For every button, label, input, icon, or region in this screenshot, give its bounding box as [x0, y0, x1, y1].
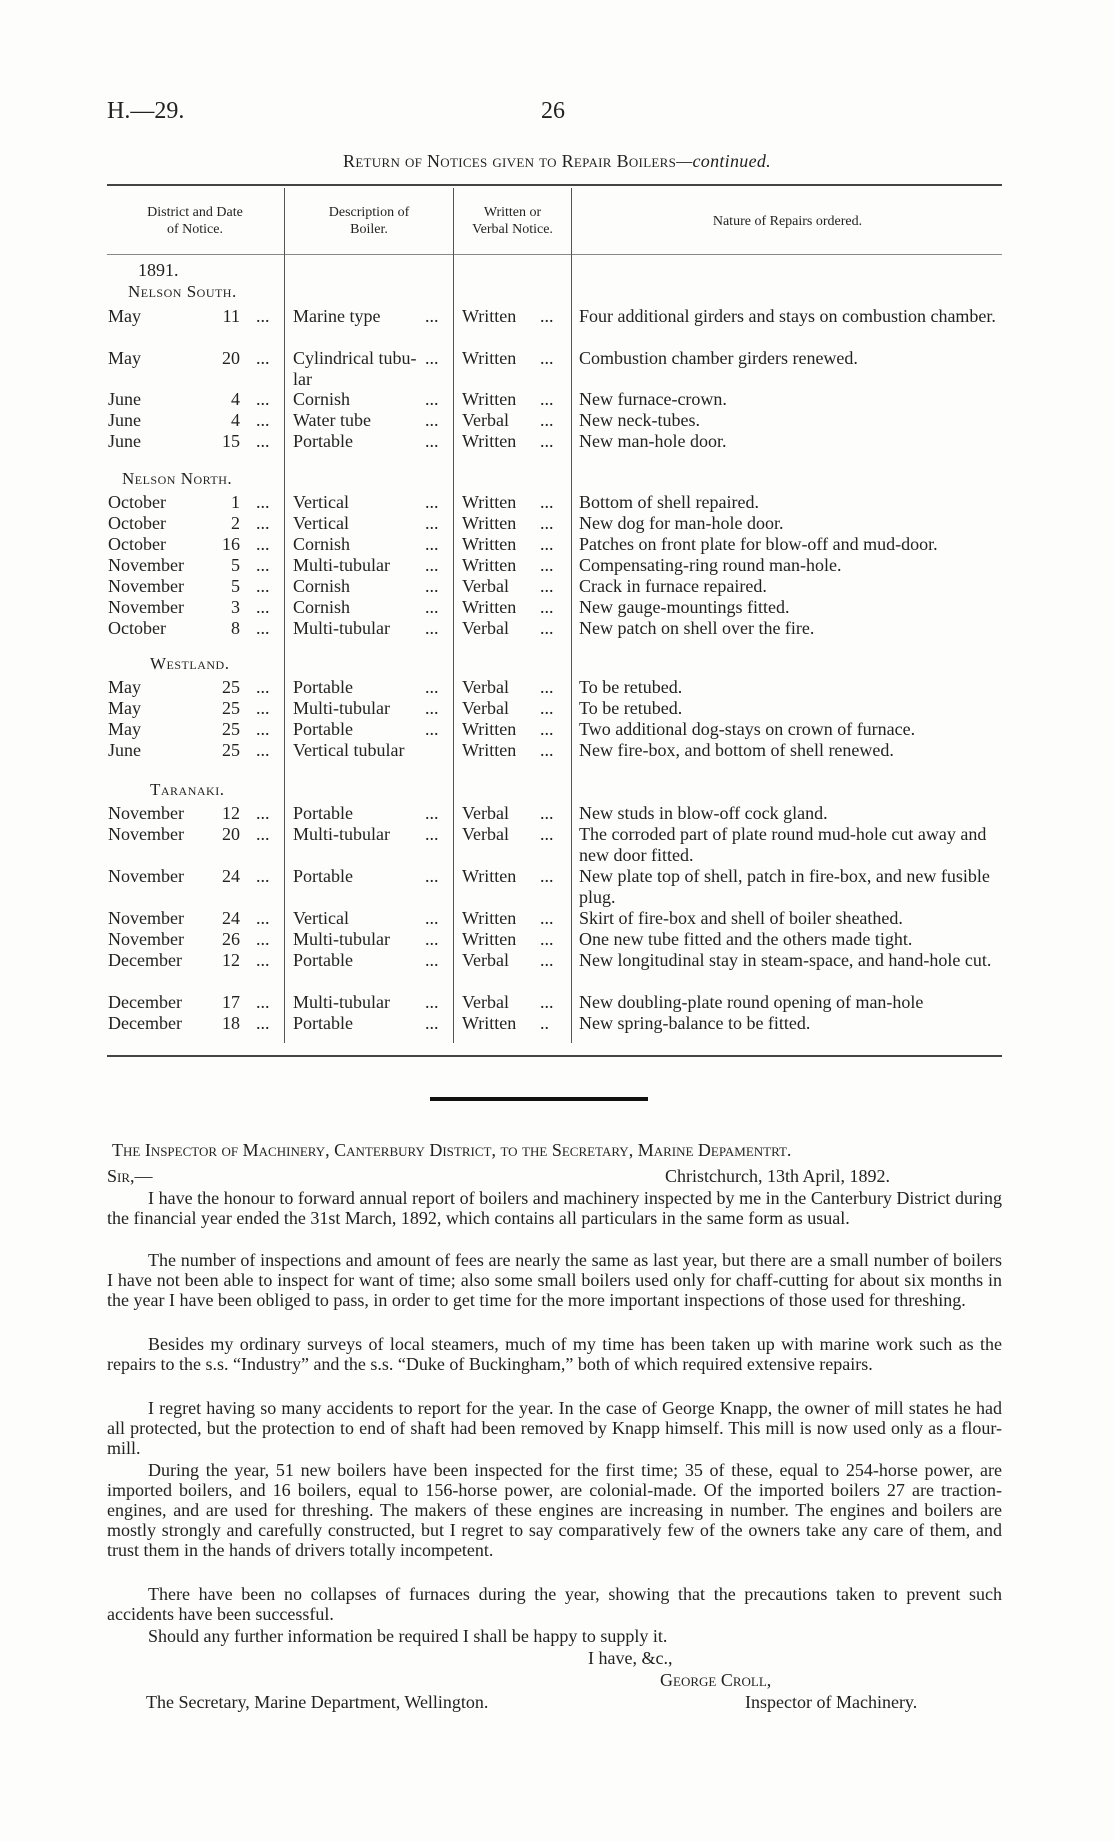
row-repairs: One new tube fitted and the others made tight. [579, 929, 913, 949]
row-description: Multi-tubular [293, 618, 390, 638]
row-day: 25 [222, 740, 240, 760]
row-leader: ... [256, 576, 270, 596]
row-description: Portable [293, 950, 353, 970]
row-description: Marine type [293, 306, 381, 326]
row-repairs: New fire-box, and bottom of shell renewed. [579, 740, 894, 760]
row-repairs: New doubling-plate round opening of man-hole [579, 992, 924, 1012]
section-divider [430, 1097, 648, 1101]
row-description: Cornish [293, 597, 351, 617]
row-description: Cornish [293, 389, 351, 409]
row-day: 5 [231, 555, 240, 575]
caption-continued: —continued. [676, 151, 771, 171]
row-leader: ... [540, 950, 554, 970]
row-day: 20 [222, 348, 240, 368]
row-notice-type: Verbal [462, 992, 509, 1012]
row-description: Vertical [293, 908, 349, 928]
row-leader: ... [425, 929, 439, 949]
row-notice-type: Verbal [462, 824, 509, 844]
row-month: November [108, 866, 184, 886]
row-day: 24 [222, 908, 240, 928]
row-day: 12 [222, 803, 240, 823]
row-leader: ... [256, 513, 270, 533]
row-month: May [108, 306, 141, 326]
row-repairs: New neck-tubes. [579, 410, 700, 430]
row-notice-type: Written [462, 929, 517, 949]
row-leader: ... [425, 389, 439, 409]
row-leader: ... [425, 431, 439, 451]
row-notice-type: Written [462, 555, 517, 575]
row-description: Portable [293, 677, 353, 697]
row-repairs: New dog for man-hole door. [579, 513, 784, 533]
row-description: Cornish [293, 576, 351, 596]
row-day: 16 [222, 534, 240, 554]
row-leader: ... [256, 992, 270, 1012]
row-month: October [108, 618, 166, 638]
row-notice-type: Written [462, 389, 517, 409]
row-leader: ... [425, 992, 439, 1012]
page-number: 26 [541, 98, 565, 124]
row-day: 18 [222, 1013, 240, 1033]
column-divider-2 [453, 188, 454, 1043]
row-month: June [108, 389, 141, 409]
row-description: Multi-tubular [293, 555, 390, 575]
row-day: 24 [222, 866, 240, 886]
row-description: Multi-tubular [293, 929, 390, 949]
row-description: Multi-tubular [293, 698, 390, 718]
row-leader: ... [256, 740, 270, 760]
row-leader: ... [540, 677, 554, 697]
row-leader: ... [425, 513, 439, 533]
column-divider-1 [284, 188, 285, 1043]
row-month: December [108, 1013, 182, 1033]
row-day: 4 [231, 389, 240, 409]
row-leader: ... [540, 492, 554, 512]
row-leader: ... [256, 803, 270, 823]
row-leader: ... [425, 492, 439, 512]
row-description: Portable [293, 803, 353, 823]
row-leader: ... [540, 555, 554, 575]
row-leader: ... [425, 803, 439, 823]
row-repairs: Two additional dog-stays on crown of furnace. [579, 719, 916, 739]
row-notice-type: Written [462, 597, 517, 617]
row-description: Multi-tubular [293, 824, 390, 844]
row-repairs: To be retubed. [579, 698, 683, 718]
row-day: 12 [222, 950, 240, 970]
column-header-written-line2: Verbal Notice. [472, 222, 553, 237]
row-notice-type: Written [462, 306, 517, 326]
row-leader: ... [256, 1013, 270, 1033]
year-heading: 1891. [138, 260, 179, 280]
row-leader: ... [540, 719, 554, 739]
row-leader: ... [540, 348, 554, 368]
row-notice-type: Verbal [462, 410, 509, 430]
row-leader: ... [256, 824, 270, 844]
row-month: November [108, 555, 184, 575]
page-code: H.—29. [107, 98, 185, 124]
row-month: May [108, 719, 141, 739]
row-repairs: To be retubed. [579, 677, 683, 697]
row-month: November [108, 929, 184, 949]
row-month: June [108, 431, 141, 451]
row-repairs: New patch on shell over the fire. [579, 618, 815, 638]
row-leader: ... [256, 389, 270, 409]
row-leader: ... [425, 866, 439, 886]
column-header-district-line1: District and Date [147, 205, 243, 220]
row-notice-type: Written [462, 431, 517, 451]
row-notice-type: Verbal [462, 803, 509, 823]
column-header-description-line2: Boiler. [350, 222, 388, 237]
row-notice-type: Written [462, 908, 517, 928]
column-header-written [455, 204, 570, 238]
row-leader: ... [540, 929, 554, 949]
row-description: Multi-tubular [293, 992, 390, 1012]
row-leader: ... [425, 597, 439, 617]
row-day: 25 [222, 698, 240, 718]
letter-paragraph: The number of inspections and amount of fees are nearly the same as last year, but there are a small number of boilers I have not been able to inspect for want of time; also some small boilers used only for chaff-cutting for about six months in the year I have been obliged to pass, in order to get time for the more important inspections of those used for threshing. [107, 1250, 1002, 1310]
row-leader: ... [425, 908, 439, 928]
district-heading-taranaki: Taranaki. [150, 780, 225, 799]
row-repairs: Patches on front plate for blow-off and mud-door. [579, 534, 938, 554]
row-leader: ... [425, 618, 439, 638]
row-month: November [108, 576, 184, 596]
row-leader: ... [425, 534, 439, 554]
row-description: Water tube [293, 410, 372, 430]
row-month: December [108, 950, 182, 970]
letter-closing: I have, &c., [588, 1648, 673, 1668]
row-repairs: New man-hole door. [579, 431, 727, 451]
letter-paragraph: There have been no collapses of furnaces during the year, showing that the precautions taken to prevent such accidents have been successful. [107, 1584, 1002, 1624]
row-leader: ... [256, 597, 270, 617]
row-leader: ... [425, 698, 439, 718]
header-bottom-rule [107, 254, 1002, 255]
letter-heading: The Inspector of Machinery, Canterbury District, to the Secretary, Marine Depamentrt. [112, 1140, 792, 1160]
row-notice-type: Written [462, 348, 517, 368]
row-leader: ... [256, 348, 270, 368]
row-description: Portable [293, 866, 353, 886]
row-leader: ... [425, 576, 439, 596]
row-repairs: New furnace-crown. [579, 389, 727, 409]
letter-signature: George Croll, [660, 1670, 772, 1690]
row-repairs: Combustion chamber girders renewed. [579, 348, 858, 368]
row-leader: ... [540, 618, 554, 638]
row-day: 11 [222, 306, 240, 326]
row-leader: ... [256, 677, 270, 697]
row-day: 20 [222, 824, 240, 844]
row-leader: ... [256, 908, 270, 928]
row-notice-type: Written [462, 719, 517, 739]
row-leader: ... [540, 576, 554, 596]
row-leader: ... [425, 677, 439, 697]
row-leader: ... [425, 555, 439, 575]
row-notice-type: Verbal [462, 618, 509, 638]
row-notice-type: Written [462, 492, 517, 512]
column-header-written-line1: Written or [483, 205, 542, 220]
column-header-nature: Nature of Repairs ordered. [712, 214, 863, 229]
row-notice-type: Verbal [462, 576, 509, 596]
district-heading-westland: Westland. [150, 654, 230, 673]
row-notice-type: Verbal [462, 698, 509, 718]
row-description: Portable [293, 1013, 353, 1033]
row-month: November [108, 597, 184, 617]
row-leader: ... [256, 306, 270, 326]
row-leader: ... [425, 1013, 439, 1033]
row-day: 25 [222, 677, 240, 697]
row-leader: ... [256, 719, 270, 739]
row-leader: ... [425, 719, 439, 739]
row-month: November [108, 803, 184, 823]
row-leader: ... [256, 698, 270, 718]
row-repairs: New gauge-mountings fitted. [579, 597, 790, 617]
row-notice-type: Written [462, 513, 517, 533]
row-notice-type: Written [462, 534, 517, 554]
row-notice-type: Verbal [462, 950, 509, 970]
column-header-district [110, 204, 280, 238]
row-day: 25 [222, 719, 240, 739]
row-leader: ... [256, 492, 270, 512]
row-leader: ... [540, 431, 554, 451]
row-leader: ... [540, 740, 554, 760]
row-repairs: New plate top of shell, patch in fire-box, and new fusible plug. [579, 866, 990, 907]
row-month: November [108, 908, 184, 928]
row-leader: ... [540, 866, 554, 886]
row-leader: ... [425, 950, 439, 970]
row-notice-type: Written [462, 866, 517, 886]
row-month: November [108, 824, 184, 844]
column-header-description-line1: Description of [328, 205, 410, 220]
row-day: 8 [231, 618, 240, 638]
row-leader: ... [256, 555, 270, 575]
row-day: 5 [231, 576, 240, 596]
row-day: 15 [222, 431, 240, 451]
row-leader: ... [540, 306, 554, 326]
row-description: Cornish [293, 534, 351, 554]
letter-paragraph: I have the honour to forward annual report of boilers and machinery inspected by me in the Canterbury District during the financial year ended the 31st March, 1892, which contains all particulars in the same form as usual. [107, 1188, 1002, 1228]
row-notice-type: Written [462, 1013, 517, 1033]
row-description: Portable [293, 719, 353, 739]
row-leader: ... [256, 534, 270, 554]
column-header-district-line2: of Notice. [167, 222, 223, 237]
row-leader: ... [256, 950, 270, 970]
row-month: October [108, 534, 166, 554]
letter-addressee: The Secretary, Marine Department, Wellington. [146, 1692, 489, 1712]
district-heading-nelson-south: Nelson South. [128, 282, 237, 301]
row-day: 3 [231, 597, 240, 617]
row-repairs: The corroded part of plate round mud-hole cut away and new door fitted. [579, 824, 987, 865]
row-leader: ... [256, 929, 270, 949]
row-repairs: Four additional girders and stays on combustion chamber. [579, 306, 996, 326]
row-leader: ... [256, 410, 270, 430]
row-leader: ... [425, 824, 439, 844]
row-leader: ... [540, 389, 554, 409]
row-month: October [108, 492, 166, 512]
column-header-description [288, 204, 450, 238]
row-description: Portable [293, 431, 353, 451]
row-month: May [108, 348, 141, 368]
row-description: Vertical tubular [293, 740, 405, 760]
row-repairs: New studs in blow-off cock gland. [579, 803, 828, 823]
row-month: October [108, 513, 166, 533]
row-description: Cylindrical tubu-lar [293, 348, 417, 389]
row-day: 2 [231, 513, 240, 533]
row-leader: ... [256, 431, 270, 451]
letter-signatory-title: Inspector of Machinery. [745, 1692, 918, 1712]
row-repairs: Compensating-ring round man-hole. [579, 555, 842, 575]
letter-paragraph: I regret having so many accidents to report for the year. In the case of George Knapp, the owner of mill states he had all protected, but the protection to end of shaft had been removed by Knapp himself. This mill is now used only as a flour-mill. [107, 1398, 1002, 1458]
row-description: Vertical [293, 492, 349, 512]
row-day: 1 [231, 492, 240, 512]
row-day: 4 [231, 410, 240, 430]
table-bottom-rule [107, 1055, 1002, 1057]
row-leader: ... [540, 803, 554, 823]
caption-main: Return of Notices given to Repair Boilers [343, 151, 677, 171]
row-notice-type: Written [462, 740, 517, 760]
row-repairs: Crack in furnace repaired. [579, 576, 767, 596]
row-month: June [108, 410, 141, 430]
letter-paragraph: Besides my ordinary surveys of local steamers, much of my time has been taken up with marine work such as the repairs to the s.s. “Industry” and the s.s. “Duke of Buckingham,” both of which required extensive repairs. [107, 1334, 1002, 1374]
letter-paragraph: Should any further information be required I shall be happy to supply it. [148, 1626, 668, 1646]
row-month: December [108, 992, 182, 1012]
row-leader: .. [540, 1013, 549, 1033]
row-repairs: New longitudinal stay in steam-space, and hand-hole cut. [579, 950, 992, 970]
row-repairs: New spring-balance to be fitted. [579, 1013, 811, 1033]
row-leader: ... [540, 597, 554, 617]
district-heading-nelson-north: Nelson North. [122, 469, 233, 488]
row-leader: ... [540, 513, 554, 533]
row-repairs: Bottom of shell repaired. [579, 492, 759, 512]
row-leader: ... [540, 698, 554, 718]
row-month: May [108, 698, 141, 718]
row-description: Vertical [293, 513, 349, 533]
table-caption [0, 151, 1114, 172]
table-top-rule [107, 184, 1002, 186]
row-leader: ... [540, 908, 554, 928]
letter-salutation: Sir,— [107, 1166, 153, 1186]
row-month: June [108, 740, 141, 760]
row-leader: ... [540, 992, 554, 1012]
row-leader: ... [256, 866, 270, 886]
column-divider-3 [571, 188, 572, 1043]
row-day: 17 [222, 992, 240, 1012]
row-leader: ... [540, 824, 554, 844]
row-leader: ... [256, 618, 270, 638]
letter-paragraph: During the year, 51 new boilers have been inspected for the first time; 35 of these, equal to 254-horse power, are imported boilers, and 16 boilers, equal to 156-horse power, are colonial-made. Of the imported boilers 27 are traction-engines, and are used for threshing. The makers of these engines are increasing in number. The engines and boilers are mostly strongly and carefully constructed, but I regret to say comparatively few of the owners take any care of them, and trust them in the hands of drivers totally incompetent. [107, 1460, 1002, 1560]
row-notice-type: Verbal [462, 677, 509, 697]
row-leader: ... [425, 348, 439, 368]
row-leader: ... [540, 410, 554, 430]
row-month: May [108, 677, 141, 697]
row-leader: ... [540, 534, 554, 554]
row-day: 26 [222, 929, 240, 949]
letter-place-date: Christchurch, 13th April, 1892. [665, 1166, 890, 1186]
row-leader: ... [425, 306, 439, 326]
row-leader: ... [425, 410, 439, 430]
row-repairs: Skirt of fire-box and shell of boiler sheathed. [579, 908, 903, 928]
